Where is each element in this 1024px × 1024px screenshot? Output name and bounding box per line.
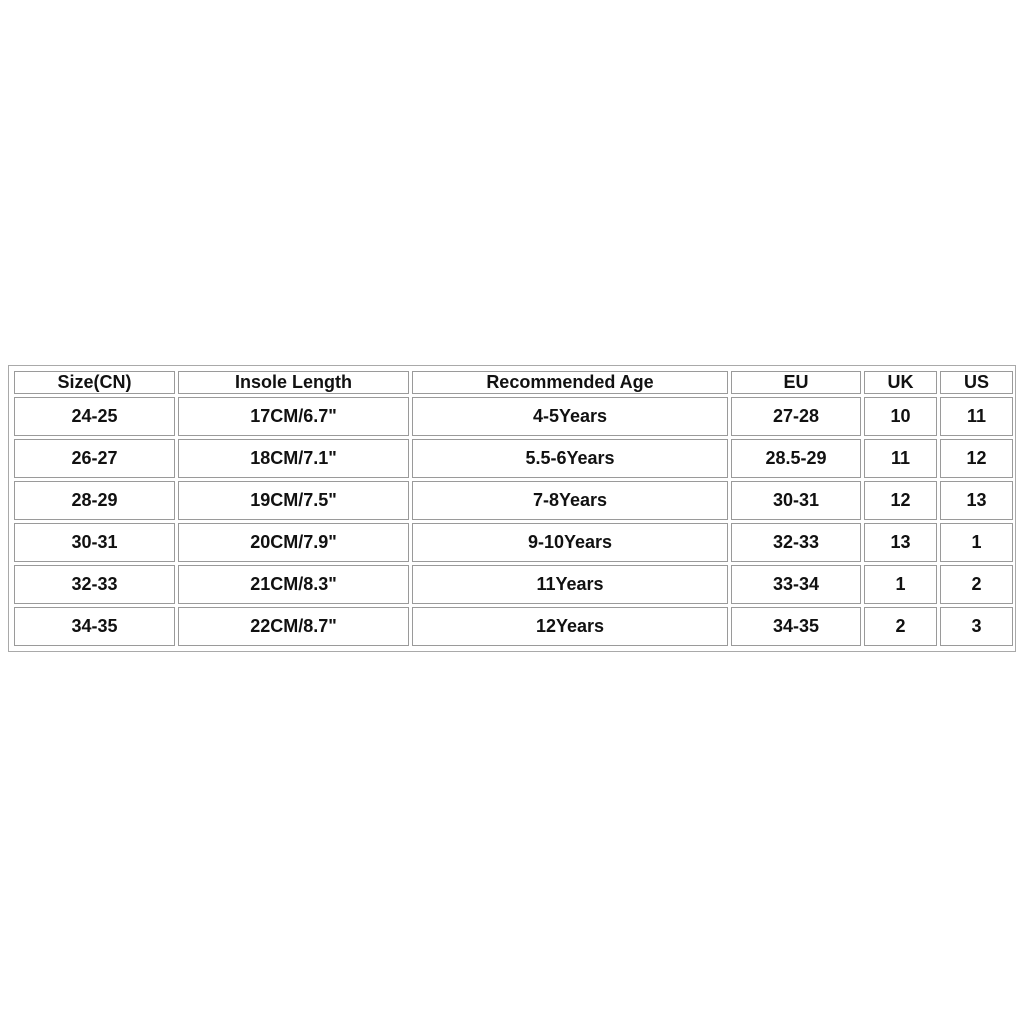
cell-uk: 2 xyxy=(864,607,937,646)
table-row xyxy=(14,439,1013,478)
size-chart-table xyxy=(11,368,1016,649)
cell-insole-length: 19CM/7.5" xyxy=(178,481,409,520)
table-row xyxy=(14,481,1013,520)
cell-eu: 30-31 xyxy=(731,481,861,520)
cell-us: 12 xyxy=(940,439,1013,478)
cell-us: 2 xyxy=(940,565,1013,604)
header-us: US xyxy=(940,371,1013,394)
cell-size-cn: 24-25 xyxy=(14,397,175,436)
cell-uk: 10 xyxy=(864,397,937,436)
cell-recommended-age: 4-5Years xyxy=(412,397,728,436)
cell-size-cn: 32-33 xyxy=(14,565,175,604)
cell-uk: 11 xyxy=(864,439,937,478)
cell-insole-length: 21CM/8.3" xyxy=(178,565,409,604)
cell-eu: 28.5-29 xyxy=(731,439,861,478)
cell-us: 11 xyxy=(940,397,1013,436)
cell-recommended-age: 7-8Years xyxy=(412,481,728,520)
cell-insole-length: 18CM/7.1" xyxy=(178,439,409,478)
cell-recommended-age: 11Years xyxy=(412,565,728,604)
cell-uk: 13 xyxy=(864,523,937,562)
cell-us: 3 xyxy=(940,607,1013,646)
cell-recommended-age: 9-10Years xyxy=(412,523,728,562)
cell-size-cn: 28-29 xyxy=(14,481,175,520)
cell-us: 13 xyxy=(940,481,1013,520)
cell-us: 1 xyxy=(940,523,1013,562)
size-chart-frame xyxy=(8,365,1016,652)
cell-recommended-age: 5.5-6Years xyxy=(412,439,728,478)
cell-size-cn: 26-27 xyxy=(14,439,175,478)
header-size-cn: Size(CN) xyxy=(14,371,175,394)
table-row xyxy=(14,565,1013,604)
cell-uk: 12 xyxy=(864,481,937,520)
cell-insole-length: 20CM/7.9" xyxy=(178,523,409,562)
header-recommended-age: Recommended Age xyxy=(412,371,728,394)
cell-insole-length: 17CM/6.7" xyxy=(178,397,409,436)
cell-size-cn: 34-35 xyxy=(14,607,175,646)
cell-size-cn: 30-31 xyxy=(14,523,175,562)
header-insole-length: Insole Length xyxy=(178,371,409,394)
table-row xyxy=(14,397,1013,436)
header-row xyxy=(14,371,1013,394)
cell-eu: 27-28 xyxy=(731,397,861,436)
cell-uk: 1 xyxy=(864,565,937,604)
cell-insole-length: 22CM/8.7" xyxy=(178,607,409,646)
header-uk: UK xyxy=(864,371,937,394)
cell-recommended-age: 12Years xyxy=(412,607,728,646)
cell-eu: 33-34 xyxy=(731,565,861,604)
header-eu: EU xyxy=(731,371,861,394)
cell-eu: 34-35 xyxy=(731,607,861,646)
table-row xyxy=(14,607,1013,646)
table-row xyxy=(14,523,1013,562)
cell-eu: 32-33 xyxy=(731,523,861,562)
